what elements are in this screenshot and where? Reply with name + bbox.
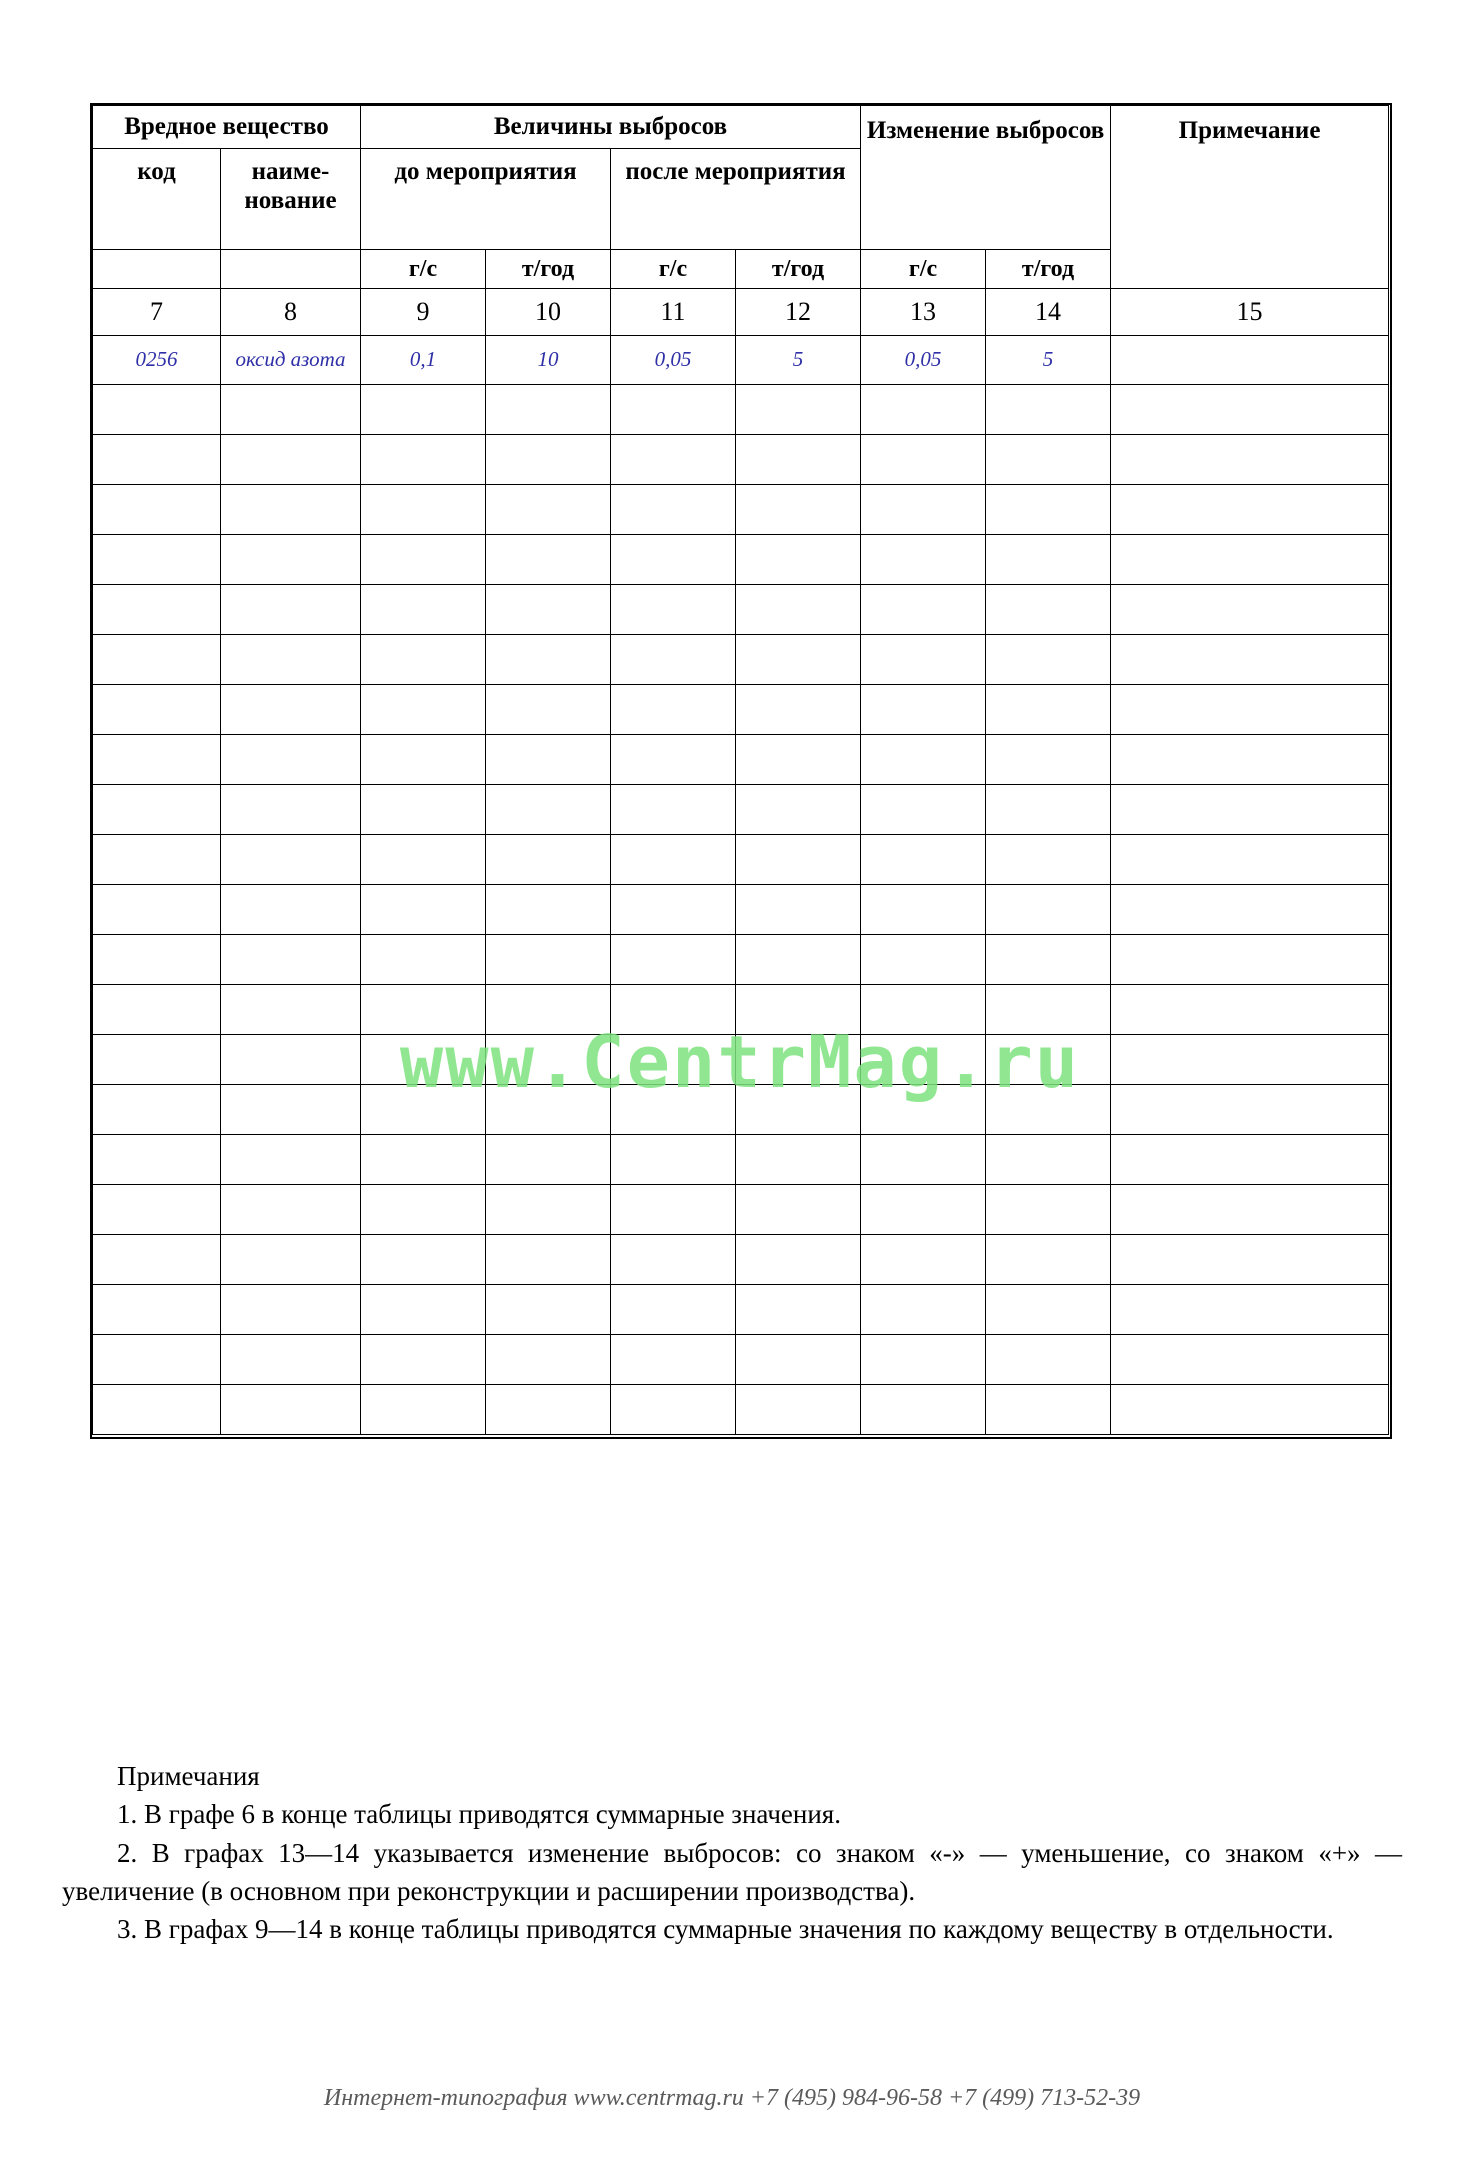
column-number: 13 (861, 288, 986, 335)
cell-empty[interactable] (361, 784, 486, 834)
header-before-gs: г/с (361, 249, 486, 288)
cell-empty[interactable] (361, 584, 486, 634)
cell-empty[interactable] (611, 684, 736, 734)
table-row-empty[interactable] (93, 1284, 1389, 1334)
cell-empty[interactable] (736, 1384, 861, 1434)
cell-empty[interactable] (611, 1184, 736, 1234)
cell-empty[interactable] (611, 634, 736, 684)
cell-empty[interactable] (861, 1134, 986, 1184)
cell-empty[interactable] (221, 1184, 361, 1234)
cell-empty[interactable] (221, 784, 361, 834)
cell-empty[interactable] (611, 884, 736, 934)
cell-empty[interactable] (1111, 434, 1389, 484)
cell-empty[interactable] (861, 1084, 986, 1134)
header-before: до мероприятия (361, 148, 611, 249)
column-number: 14 (986, 288, 1111, 335)
table-row-empty[interactable] (93, 634, 1389, 684)
table-row-empty[interactable] (93, 1134, 1389, 1184)
note-item: 2. В графах 13—14 указывается изменение выбросов: со знаком «-» — уменьшение, со знаком «+» — увеличение (в основном при реконструкции и расширении производства). (62, 1837, 1402, 1906)
column-number: 10 (486, 288, 611, 335)
cell-change-gs[interactable]: 0,05 (861, 335, 986, 384)
cell-empty[interactable] (361, 1334, 486, 1384)
cell-empty[interactable] (736, 384, 861, 434)
cell-empty[interactable] (486, 934, 611, 984)
cell-empty[interactable] (736, 684, 861, 734)
cell-empty[interactable] (486, 1134, 611, 1184)
header-before-tyear: т/год (486, 249, 611, 288)
cell-empty[interactable] (986, 1234, 1111, 1284)
table-row[interactable] (93, 335, 1389, 384)
cell-empty[interactable] (736, 1184, 861, 1234)
cell-empty[interactable] (861, 384, 986, 434)
cell-empty[interactable] (361, 934, 486, 984)
cell-empty[interactable] (93, 584, 221, 634)
cell-empty[interactable] (486, 684, 611, 734)
header-substance-name: наиме- нование (221, 148, 361, 249)
cell-empty[interactable] (93, 384, 221, 434)
cell-empty[interactable] (736, 1084, 861, 1134)
cell-empty[interactable] (93, 434, 221, 484)
cell-empty[interactable] (93, 734, 221, 784)
cell-empty[interactable] (611, 1334, 736, 1384)
watermark: www.CentrMag.ru (399, 1020, 1081, 1104)
cell-empty[interactable] (1111, 734, 1389, 784)
cell-empty[interactable] (361, 634, 486, 684)
cell-empty[interactable] (93, 884, 221, 934)
header-change-gs: г/с (861, 249, 986, 288)
emissions-table-container (92, 105, 1388, 1435)
cell-empty[interactable] (1111, 1384, 1389, 1434)
cell-empty[interactable] (221, 484, 361, 534)
cell-empty[interactable] (93, 1334, 221, 1384)
cell-empty[interactable] (93, 1134, 221, 1184)
table-row-empty[interactable] (93, 734, 1389, 784)
cell-empty[interactable] (736, 484, 861, 534)
cell-empty[interactable] (736, 734, 861, 784)
cell-empty[interactable] (1111, 984, 1389, 1034)
cell-empty[interactable] (486, 384, 611, 434)
cell-empty[interactable] (486, 434, 611, 484)
cell-empty[interactable] (486, 984, 611, 1034)
cell-empty[interactable] (736, 434, 861, 484)
cell-empty[interactable] (986, 584, 1111, 634)
cell-empty[interactable] (611, 1384, 736, 1434)
cell-empty[interactable] (93, 984, 221, 1034)
cell-empty[interactable] (361, 534, 486, 584)
cell-empty[interactable] (611, 1134, 736, 1184)
cell-empty[interactable] (486, 584, 611, 634)
table-row-empty[interactable] (93, 1384, 1389, 1434)
header-row-1 (93, 106, 1389, 149)
cell-empty[interactable] (986, 784, 1111, 834)
cell-empty[interactable] (361, 984, 486, 1034)
cell-empty[interactable] (221, 834, 361, 884)
notes-block (62, 1757, 1402, 1949)
cell-empty[interactable] (486, 1234, 611, 1284)
header-after-gs: г/с (611, 249, 736, 288)
cell-empty[interactable] (221, 384, 361, 434)
cell-empty[interactable] (736, 1134, 861, 1184)
cell-empty[interactable] (861, 434, 986, 484)
cell-empty[interactable] (986, 1384, 1111, 1434)
cell-empty[interactable] (861, 534, 986, 584)
table-row-empty[interactable] (93, 534, 1389, 584)
cell-empty[interactable] (93, 634, 221, 684)
cell-empty[interactable] (486, 1284, 611, 1334)
cell-empty[interactable] (93, 1384, 221, 1434)
table-row-empty[interactable] (93, 884, 1389, 934)
cell-empty[interactable] (221, 1334, 361, 1384)
cell-empty[interactable] (861, 684, 986, 734)
cell-empty[interactable] (221, 584, 361, 634)
cell-empty[interactable] (736, 884, 861, 934)
cell-empty[interactable] (736, 584, 861, 634)
cell-empty[interactable] (611, 534, 736, 584)
cell-empty[interactable] (93, 784, 221, 834)
cell-empty[interactable] (93, 684, 221, 734)
cell-empty[interactable] (1111, 1284, 1389, 1334)
column-number: 7 (93, 288, 221, 335)
table-row-empty[interactable] (93, 384, 1389, 434)
cell-empty[interactable] (861, 1234, 986, 1284)
cell-empty[interactable] (986, 934, 1111, 984)
cell-empty[interactable] (861, 484, 986, 534)
cell-empty[interactable] (861, 584, 986, 634)
header-substance-code: код (93, 148, 221, 249)
cell-empty[interactable] (986, 884, 1111, 934)
cell-empty[interactable] (986, 734, 1111, 784)
cell-empty[interactable] (611, 1084, 736, 1134)
column-number: 12 (736, 288, 861, 335)
cell-empty[interactable] (361, 734, 486, 784)
table-row-empty[interactable] (93, 1334, 1389, 1384)
cell-empty[interactable] (736, 784, 861, 834)
column-number: 15 (1111, 288, 1389, 335)
cell-empty[interactable] (486, 1334, 611, 1384)
cell-empty[interactable] (486, 1034, 611, 1084)
cell-empty[interactable] (486, 534, 611, 584)
cell-empty[interactable] (1111, 484, 1389, 534)
cell-empty[interactable] (361, 1034, 486, 1084)
cell-empty[interactable] (221, 734, 361, 784)
cell-empty[interactable] (986, 634, 1111, 684)
cell-empty[interactable] (1111, 584, 1389, 634)
header-after: после мероприятия (611, 148, 861, 249)
cell-empty[interactable] (611, 584, 736, 634)
header-change-tyear: т/год (986, 249, 1111, 288)
cell-empty[interactable] (93, 1034, 221, 1084)
cell-empty[interactable] (611, 1034, 736, 1084)
cell-empty[interactable] (611, 384, 736, 434)
cell-empty[interactable] (736, 834, 861, 884)
cell-empty[interactable] (361, 1284, 486, 1334)
table-row-empty[interactable] (93, 1184, 1389, 1234)
cell-empty[interactable] (1111, 1084, 1389, 1134)
cell-empty[interactable] (611, 1284, 736, 1334)
cell-empty[interactable] (1111, 384, 1389, 434)
note-item: 1. В графе 6 в конце таблицы приводятся суммарные значения. (117, 1799, 841, 1830)
cell-empty[interactable] (93, 934, 221, 984)
cell-empty[interactable] (611, 834, 736, 884)
notes-title: Примечания (117, 1761, 260, 1791)
cell-empty[interactable] (93, 1234, 221, 1284)
cell-empty[interactable] (1111, 934, 1389, 984)
cell-empty[interactable] (986, 684, 1111, 734)
note-item: 3. В графах 9—14 в конце таблицы приводятся суммарные значения по каждому веществу в отдельности. (117, 1914, 1334, 1945)
cell-empty[interactable] (1111, 1184, 1389, 1234)
cell-empty[interactable] (611, 984, 736, 1034)
cell-empty[interactable] (611, 484, 736, 534)
cell-empty[interactable] (986, 1034, 1111, 1084)
cell-empty[interactable] (611, 434, 736, 484)
header-emissions: Величины выбросов (361, 106, 861, 149)
cell-empty[interactable] (486, 884, 611, 934)
cell-empty[interactable] (486, 484, 611, 534)
cell-empty[interactable] (861, 1184, 986, 1234)
column-number: 11 (611, 288, 736, 335)
cell-empty[interactable] (486, 634, 611, 684)
cell-empty[interactable] (1111, 884, 1389, 934)
header-spacer-name (221, 249, 361, 288)
cell-empty[interactable] (93, 484, 221, 534)
table-row-empty[interactable] (93, 934, 1389, 984)
cell-empty[interactable] (986, 384, 1111, 434)
cell-empty[interactable] (1111, 1034, 1389, 1084)
cell-empty[interactable] (93, 834, 221, 884)
cell-empty[interactable] (221, 1384, 361, 1434)
emissions-table (92, 105, 1389, 1435)
cell-empty[interactable] (221, 984, 361, 1034)
cell-empty[interactable] (986, 534, 1111, 584)
table-row-empty[interactable] (93, 1034, 1389, 1084)
header-after-tyear: т/год (736, 249, 861, 288)
cell-empty[interactable] (221, 534, 361, 584)
cell-empty[interactable] (1111, 834, 1389, 884)
cell-empty[interactable] (221, 1034, 361, 1084)
cell-empty[interactable] (361, 1384, 486, 1434)
cell-empty[interactable] (486, 734, 611, 784)
cell-empty[interactable] (361, 884, 486, 934)
cell-empty[interactable] (736, 534, 861, 584)
cell-empty[interactable] (736, 984, 861, 1034)
cell-empty[interactable] (221, 1234, 361, 1284)
cell-empty[interactable] (861, 1284, 986, 1334)
cell-empty[interactable] (221, 434, 361, 484)
cell-empty[interactable] (861, 884, 986, 934)
cell-empty[interactable] (361, 834, 486, 884)
cell-empty[interactable] (611, 934, 736, 984)
cell-empty[interactable] (736, 1034, 861, 1084)
cell-empty[interactable] (861, 784, 986, 834)
cell-empty[interactable] (986, 1284, 1111, 1334)
cell-empty[interactable] (486, 1384, 611, 1434)
cell-empty[interactable] (861, 984, 986, 1034)
cell-empty[interactable] (361, 1134, 486, 1184)
cell-empty[interactable] (93, 1184, 221, 1234)
cell-empty[interactable] (1111, 634, 1389, 684)
cell-empty[interactable] (861, 934, 986, 984)
cell-empty[interactable] (221, 634, 361, 684)
cell-empty[interactable] (361, 1234, 486, 1284)
cell-empty[interactable] (861, 734, 986, 784)
cell-empty[interactable] (361, 434, 486, 484)
table-row-empty[interactable] (93, 1234, 1389, 1284)
cell-empty[interactable] (736, 1234, 861, 1284)
header-spacer-code (93, 249, 221, 288)
table-row-empty[interactable] (93, 784, 1389, 834)
cell-empty[interactable] (986, 834, 1111, 884)
table-row-empty[interactable] (93, 484, 1389, 534)
table-row-empty[interactable] (93, 984, 1389, 1034)
table-row-empty[interactable] (93, 1084, 1389, 1134)
cell-change-tyear[interactable]: 5 (986, 335, 1111, 384)
cell-empty[interactable] (611, 734, 736, 784)
cell-empty[interactable] (486, 834, 611, 884)
table-row-empty[interactable] (93, 834, 1389, 884)
cell-empty[interactable] (1111, 684, 1389, 734)
cell-empty[interactable] (221, 1284, 361, 1334)
cell-empty[interactable] (221, 1084, 361, 1134)
cell-empty[interactable] (861, 1384, 986, 1434)
cell-empty[interactable] (486, 784, 611, 834)
cell-empty[interactable] (361, 1184, 486, 1234)
cell-empty[interactable] (221, 1134, 361, 1184)
cell-empty[interactable] (1111, 534, 1389, 584)
cell-empty[interactable] (736, 634, 861, 684)
table-row-empty[interactable] (93, 684, 1389, 734)
cell-code[interactable]: 0256 (93, 335, 221, 384)
empty-rows (93, 384, 1389, 1434)
cell-note[interactable] (1111, 335, 1389, 384)
column-number: 9 (361, 288, 486, 335)
cell-empty[interactable] (861, 1034, 986, 1084)
table-row-empty[interactable] (93, 584, 1389, 634)
cell-empty[interactable] (861, 634, 986, 684)
cell-empty[interactable] (986, 484, 1111, 534)
cell-empty[interactable] (986, 434, 1111, 484)
cell-empty[interactable] (1111, 1134, 1389, 1184)
cell-empty[interactable] (611, 784, 736, 834)
cell-after-tyear[interactable]: 5 (736, 335, 861, 384)
cell-before-tyear[interactable]: 10 (486, 335, 611, 384)
cell-empty[interactable] (486, 1084, 611, 1134)
header-change: Изменение выбросов (861, 106, 1111, 250)
cell-empty[interactable] (736, 1334, 861, 1384)
cell-before-gs[interactable]: 0,1 (361, 335, 486, 384)
table-row-empty[interactable] (93, 434, 1389, 484)
cell-empty[interactable] (93, 1084, 221, 1134)
cell-empty[interactable] (361, 684, 486, 734)
cell-empty[interactable] (986, 1334, 1111, 1384)
footer-imprint: Интернет-типография www.centrmag.ru +7 (495) 984-96-58 +7 (499) 713-52-39 (323, 2085, 1141, 2111)
cell-empty[interactable] (221, 934, 361, 984)
cell-empty[interactable] (861, 834, 986, 884)
column-number: 8 (221, 288, 361, 335)
cell-name[interactable]: оксид азота (221, 335, 361, 384)
cell-empty[interactable] (611, 1234, 736, 1284)
cell-empty[interactable] (986, 1184, 1111, 1234)
cell-empty[interactable] (221, 884, 361, 934)
cell-empty[interactable] (1111, 784, 1389, 834)
cell-empty[interactable] (221, 684, 361, 734)
cell-empty[interactable] (361, 384, 486, 434)
cell-empty[interactable] (1111, 1234, 1389, 1284)
cell-empty[interactable] (736, 1284, 861, 1334)
column-numbers-row (93, 288, 1389, 335)
cell-empty[interactable] (93, 1284, 221, 1334)
cell-empty[interactable] (361, 484, 486, 534)
cell-empty[interactable] (861, 1334, 986, 1384)
cell-empty[interactable] (986, 1134, 1111, 1184)
cell-empty[interactable] (361, 1084, 486, 1134)
header-substance: Вредное вещество (93, 106, 361, 149)
cell-empty[interactable] (736, 934, 861, 984)
cell-empty[interactable] (93, 534, 221, 584)
cell-empty[interactable] (486, 1184, 611, 1234)
cell-empty[interactable] (1111, 1334, 1389, 1384)
cell-empty[interactable] (986, 984, 1111, 1034)
cell-empty[interactable] (986, 1084, 1111, 1134)
cell-after-gs[interactable]: 0,05 (611, 335, 736, 384)
header-note: Примечание (1111, 106, 1389, 289)
